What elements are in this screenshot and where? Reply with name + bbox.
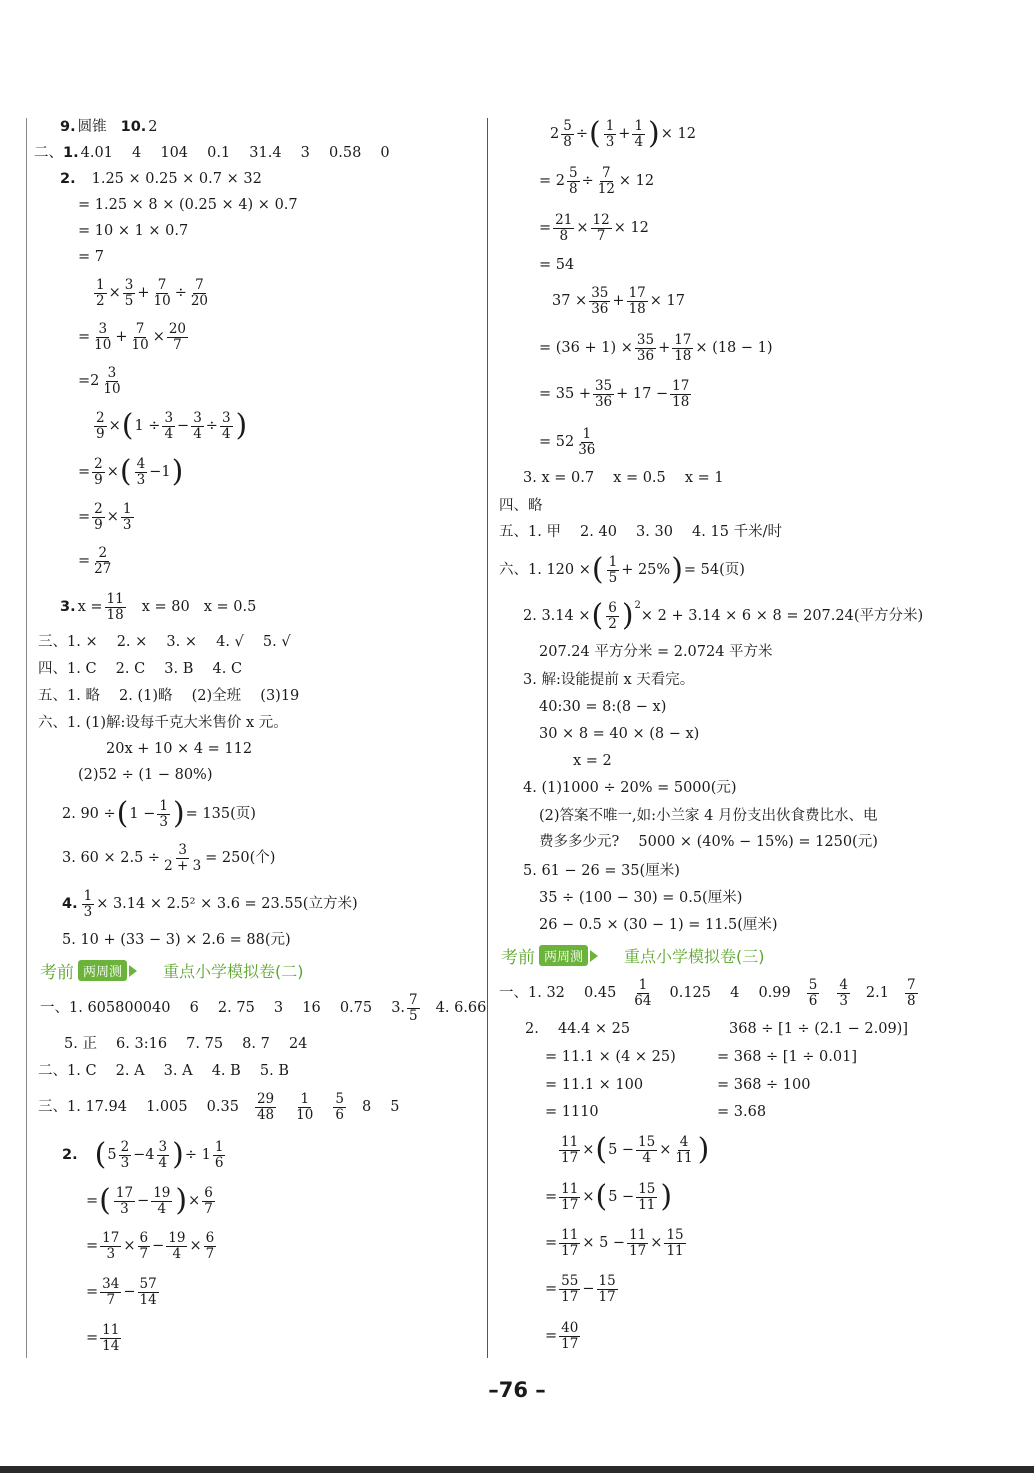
section-label: 五、 xyxy=(499,524,528,540)
answer-text: 1. 甲 2. 40 3. 30 4. 15 千米/时 xyxy=(528,524,782,540)
math-step: = 2 $\frac{5}{8}$ ÷ $\frac{7}{12}$ × 12 xyxy=(539,164,655,197)
math-step: = $\frac{2}{9}$ × ( $\frac{4}{3}$ −1 ) xyxy=(78,454,184,489)
math-expression: × 3.14 × 2.5² × 3.6 = 23.55(立方米) xyxy=(96,896,358,912)
math-step: 30 × 8 = 40 × (8 − x) xyxy=(539,726,700,742)
math-expression: $\frac{1}{2}$ × $\frac{3}{5}$ + $\frac{7}{10}$ ÷ $\frac{7}{20}$ xyxy=(96,276,209,309)
math-step: = 52 $\frac{1}{36}$ xyxy=(539,425,596,458)
math-step: = $\frac{2}{27}$ xyxy=(78,544,112,577)
math-expression: 3. 60 × 2.5 ÷ xyxy=(62,850,161,866)
section-label: 一、 xyxy=(499,985,528,1001)
answer-text: 0.125 4 0.99 xyxy=(669,985,791,1001)
answer-line: 三、 1. 17.94 1.005 0.35 $\frac{29}{48}$ $\frac{1}{10}$ $\frac{5}{6}$ 8 5 xyxy=(38,1090,400,1123)
answer-line xyxy=(499,523,782,541)
answer-text: 圆锥 xyxy=(77,119,107,135)
answer-text: 2.1 xyxy=(865,985,889,1001)
section-label: 四、 xyxy=(38,661,67,677)
math-step: = 3.68 xyxy=(717,1104,767,1120)
header-badge: 两周测 xyxy=(539,945,588,966)
math-step: = 10 × 1 × 0.7 xyxy=(78,223,189,239)
section-label: 三、 xyxy=(38,634,67,650)
answer-text: 2 xyxy=(148,119,158,135)
math-step: = 11.1 × 100 xyxy=(545,1077,644,1093)
answer-line xyxy=(60,170,262,188)
arrow-icon xyxy=(590,950,598,962)
math-expression: = 135(页) xyxy=(185,806,256,822)
answer-text: 1. C 2. A 3. A 4. B 5. B xyxy=(67,1063,290,1079)
item-number: 10. xyxy=(120,119,147,135)
item-number: 9. xyxy=(60,119,76,135)
answer-line: 一、 1. 32 0.45 $\frac{1}{64}$ 0.125 4 0.99 $\frac{5}{6}$ $\frac{4}{3}$ 2.1 $\frac{7}{8}$ xyxy=(499,976,916,1009)
answer-line: 4. $\frac{1}{3}$ × 3.14 × 2.5² × 3.6 = 23.55(立方米) xyxy=(62,887,358,920)
section-label: 二、 xyxy=(38,1063,67,1079)
math-expression: 1. 120 × xyxy=(528,562,591,578)
math-expression: 2. 44.4 × 25 xyxy=(525,1021,631,1037)
left-margin-rule xyxy=(26,118,27,1358)
header-badge: 两周测 xyxy=(78,960,127,981)
math-expression: × 2 + 3.14 × 6 × 8 = 207.24(平方分米) xyxy=(640,608,924,624)
answer-line xyxy=(38,687,299,705)
answer-text: 8 5 xyxy=(361,1099,400,1115)
math-step: = 1.25 × 8 × (0.25 × 4) × 0.7 xyxy=(78,197,298,213)
math-expression: 2. 90 ÷ xyxy=(62,806,116,822)
math-step: = (36 + 1) × $\frac{35}{36}$ + $\frac{17}{18}$ × (18 − 1) xyxy=(539,331,773,364)
math-step: = $\frac{3}{10}$ + $\frac{7}{10}$ × $\frac{20}{7}$ xyxy=(78,320,187,353)
answer-text: 1. 略 2. (1)略 (2)全班 (3)19 xyxy=(67,688,300,704)
header-label: 考前 xyxy=(40,963,74,983)
math-step: x = 2 xyxy=(573,753,612,769)
answer-text: 4. 6.66 xyxy=(435,1000,487,1016)
math-step: = 11.1 × (4 × 25) xyxy=(545,1049,676,1065)
math-step: 35 ÷ (100 − 30) = 0.5(厘米) xyxy=(539,890,743,906)
answer-line xyxy=(38,660,242,678)
section-label: 六、 xyxy=(499,562,528,578)
answer-line: 3. x = 0.7 x = 0.5 x = 1 xyxy=(523,470,724,486)
math-step: = 1110 xyxy=(545,1104,599,1120)
math-step: 20x + 10 × 4 = 112 xyxy=(106,741,253,757)
answer-line: (2)答案不唯一,如:小兰家 4 月份支出伙食费比水、电 xyxy=(539,808,878,824)
answer-line xyxy=(38,1062,289,1080)
section-label: 三、 xyxy=(38,1099,67,1115)
answer-line xyxy=(34,144,390,162)
math-expression: 2. 3.14 × xyxy=(523,608,591,624)
answer-line: 5. 正 6. 3:16 7. 75 8. 7 24 xyxy=(64,1036,308,1052)
section-title: 重点小学模拟卷(三) xyxy=(624,947,765,966)
math-expression: $\frac{11}{17}$ × ( 5 − $\frac{15}{4}$ × $\frac{4}{11}$ ) xyxy=(561,1132,710,1167)
section-header xyxy=(501,943,765,968)
math-step: (2)52 ÷ (1 − 80%) xyxy=(78,767,213,783)
math-step: = 368 ÷ [1 ÷ 0.01] xyxy=(717,1049,857,1065)
column-divider xyxy=(487,118,488,1358)
section-label: 二、 xyxy=(34,145,63,161)
math-step: = $\frac{11}{14}$ xyxy=(86,1321,120,1354)
answer-text: 1. × 2. × 3. × 4. √ 5. √ xyxy=(67,634,291,650)
math-step: = $\frac{2}{9}$ × $\frac{1}{3}$ xyxy=(78,500,132,533)
answer-line: 一、 1. 605800040 6 2. 75 3 16 0.75 3. $\frac{7}{5}$ 4. 6.66 xyxy=(40,991,487,1024)
answer-line: 2. 3.14 × ( $\frac{6}{2}$ ) $^2$ × 2 + 3.14 × 6 × 8 = 207.24(平方分米) xyxy=(523,598,924,633)
answer-line: 3. 60 × 2.5 ÷ $\frac{3}{2 + 3}$ = 250(个) xyxy=(62,841,276,874)
answer-text: 4.01 4 104 0.1 31.4 3 0.58 0 xyxy=(80,145,390,161)
answer-line: 3. 解:设能提前 x 天看完。 xyxy=(523,672,695,688)
answer-line: 2. 90 ÷ ( 1 − $\frac{1}{3}$ ) = 135(页) xyxy=(62,796,256,831)
section-header xyxy=(40,958,304,983)
math-step: = $\frac{11}{17}$ × 5 − $\frac{11}{17}$ × $\frac{15}{11}$ xyxy=(545,1226,684,1259)
answer-text: 1. (1)解:设每千克大米售价 x 元。 xyxy=(67,715,288,731)
bottom-edge-bar xyxy=(0,1466,1034,1473)
answer-line: 5. 10 + (33 − 3) × 2.6 = 88(元) xyxy=(62,932,291,948)
answer-line: 3. x = $\frac{11}{18}$ x = 80 x = 0.5 xyxy=(60,590,257,623)
math-step: 26 − 0.5 × (30 − 1) = 11.5(厘米) xyxy=(539,917,778,933)
answer-line: 5. 61 − 26 = 35(厘米) xyxy=(523,863,680,879)
answer-text: 1. 17.94 1.005 0.35 xyxy=(67,1099,239,1115)
math-step: = $\frac{40}{17}$ xyxy=(545,1319,579,1352)
math-step: =2 $\frac{3}{10}$ xyxy=(78,364,121,397)
answer-line xyxy=(38,633,291,651)
math-expression: 2 $\frac{5}{8}$ ÷ ( $\frac{1}{3}$ + $\frac{1}{4}$ ) × 12 xyxy=(550,116,696,151)
page-number: –76 – xyxy=(488,1378,546,1402)
item-number: 1. xyxy=(63,145,79,161)
math-expression: 1.25 × 0.25 × 0.7 × 32 xyxy=(91,171,262,187)
math-expression: $\frac{2}{9}$ × ( 1 ÷ $\frac{3}{4}$ − $\frac{3}{4}$ ÷ $\frac{3}{4}$ ) xyxy=(96,408,248,443)
answer-line: 207.24 平方分米 = 2.0724 平方米 xyxy=(539,644,773,660)
math-step: = 35 + $\frac{35}{36}$ + 17 − $\frac{17}{18}$ xyxy=(539,377,690,410)
math-step: 40:30 = 8:(8 − x) xyxy=(539,699,667,715)
math-step: = $\frac{55}{17}$ − $\frac{15}{17}$ xyxy=(545,1272,616,1305)
math-step: = $\frac{11}{17}$ × ( 5 − $\frac{15}{11}$ ) xyxy=(545,1179,673,1214)
answer-text: 1. 32 0.45 xyxy=(528,985,617,1001)
answer-line xyxy=(60,118,158,136)
header-label: 考前 xyxy=(501,948,535,968)
math-expression: 37 × $\frac{35}{36}$ + $\frac{17}{18}$ × 17 xyxy=(552,284,685,317)
math-expression: = 250(个) xyxy=(205,850,276,866)
math-expression: 368 ÷ [1 ÷ (2.1 − 2.09)] xyxy=(729,1021,908,1037)
section-label: 六、 xyxy=(38,715,67,731)
math-step: = $\frac{17}{3}$ × $\frac{6}{7}$ − $\frac{19}{4}$ × $\frac{6}{7}$ xyxy=(86,1229,215,1262)
answer-line: 4. (1)1000 ÷ 20% = 5000(元) xyxy=(523,780,737,796)
answer-line: 六、 1. 120 × ( $\frac{1}{5}$ + 25% ) = 54(页) xyxy=(499,552,745,587)
answer-text: 1. C 2. C 3. B 4. C xyxy=(67,661,243,677)
answer-line: 费多多少元? 5000 × (40% − 15%) = 1250(元) xyxy=(539,834,878,850)
answer-line: 四、略 xyxy=(499,498,543,514)
item-number: 2. xyxy=(60,171,76,187)
section-label: 一、 xyxy=(40,1000,69,1016)
math-expression: = 54(页) xyxy=(683,562,745,578)
math-step: = 368 ÷ 100 xyxy=(717,1077,811,1093)
answer-text: 1. 605800040 6 2. 75 3 16 0.75 3. xyxy=(69,1000,406,1016)
math-step: = 7 xyxy=(78,249,104,265)
answer-line xyxy=(38,714,288,732)
math-step: = 54 xyxy=(539,257,575,273)
math-expression: 2. ( 5 $\frac{2}{3}$ −4 $\frac{3}{4}$ ) ÷ 1 $\frac{1}{6}$ xyxy=(62,1137,224,1172)
math-step: = $\frac{34}{7}$ − $\frac{57}{14}$ xyxy=(86,1275,157,1308)
arrow-icon xyxy=(129,965,137,977)
math-step: = $\frac{21}{8}$ × $\frac{12}{7}$ × 12 xyxy=(539,211,649,244)
math-step: = ( $\frac{17}{3}$ − $\frac{19}{4}$ ) × $\frac{6}{7}$ xyxy=(86,1183,213,1218)
section-label: 五、 xyxy=(38,688,67,704)
section-title: 重点小学模拟卷(二) xyxy=(163,962,304,981)
